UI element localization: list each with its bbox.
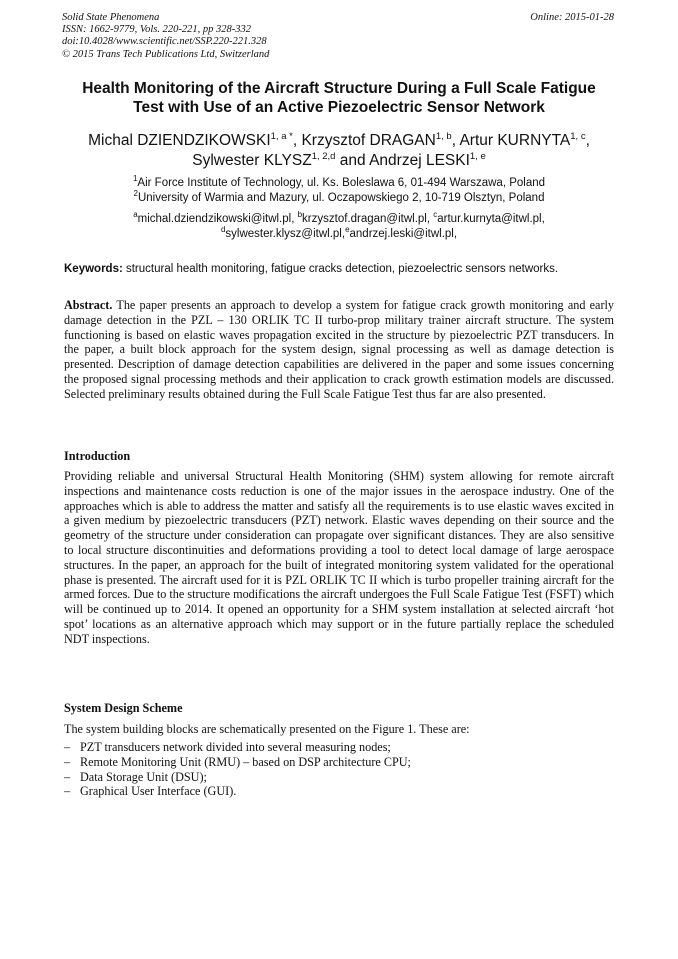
email-marker: d: [220, 225, 226, 234]
affiliation-line: [40, 188, 638, 206]
author-list: [30, 131, 648, 171]
email-link[interactable]: artur.kurnyta@itwl.pl,: [437, 213, 545, 225]
email-link[interactable]: andrzej.leski@itwl.pl,: [349, 228, 458, 240]
author-name: , Krzysztof DRAGAN: [292, 132, 436, 149]
paper-title: [40, 79, 638, 117]
email-line-1: [40, 212, 638, 227]
system-design-intro: The system building blocks are schematically presented on the Figure 1. These are:: [64, 722, 470, 736]
section-heading-system-design: System Design Scheme: [64, 701, 183, 715]
abstract-label: Abstract.: [64, 298, 113, 312]
author-superscript: 1, 2,d: [311, 151, 336, 162]
author-name: , Artur KURNYTA: [451, 132, 571, 149]
online-date: Online: 2015-01-28: [530, 12, 614, 23]
section-heading-introduction: Introduction: [64, 449, 131, 463]
keywords-text: structural health monitoring, fatigue cracks detection, piezoelectric sensors networks.: [122, 263, 559, 275]
author-superscript: 1, c: [570, 131, 586, 142]
list-item: – Data Storage Unit (DSU);: [64, 770, 411, 785]
keywords: [64, 262, 618, 276]
title-line-1: Health Monitoring of the Aircraft Structure During a Full Scale Fatigue: [82, 80, 596, 97]
abstract: [64, 298, 614, 402]
list-item: – PZT transducers network divided into several measuring nodes;: [64, 740, 411, 755]
affiliation-text: Air Force Institute of Technology, ul. Ks. Boleslawa 6, 01-494 Warszawa, Poland: [137, 177, 546, 189]
email-marker: a: [133, 210, 138, 219]
affiliations: [40, 176, 638, 205]
email-marker: e: [345, 225, 350, 234]
affiliation-text: University of Warmia and Mazury, ul. Oczapowskiego 2, 10-719 Olsztyn, Poland: [137, 191, 545, 204]
author-name: Michal DZIENDZIKOWSKI: [88, 132, 271, 149]
affiliation-marker: 1: [132, 174, 138, 183]
affiliation-marker: 2: [133, 188, 138, 198]
abstract-text: The paper presents an approach to develop a system for fatigue crack growth monitoring and early damage detection in the PZL – 130 ORLIK TC II turbo-prop military trainer aircraft structure. The system functioning is based on elastic waves propagation excited in the structure by piezoelectric PZT transducers. In the paper, a built block approach for the system design, signal processing as well as damage detection is presented. Description of damage detection capabilities are delivered in the paper and some issues concerning the proposed signal processing methods and their application to crack growth estimation models are discussed. Selected preliminary results obtained during the Full Scale Fatigue Test thus far are also presented.: [64, 298, 614, 401]
journal-name: Solid State Phenomena: [62, 12, 160, 23]
email-line-2: [40, 227, 638, 242]
list-item: – Remote Monitoring Unit (RMU) – based on DSP architecture CPU;: [64, 755, 411, 770]
issn-line: ISSN: 1662-9779, Vols. 220-221, pp 328-332: [62, 24, 251, 36]
building-blocks-list: [64, 740, 411, 799]
introduction-paragraph: Providing reliable and universal Structural Health Monitoring (SHM) system allowing for remote aircraft inspections and maintenance costs reduction is one of the major issues in the aerospace industry. One of the approaches which is able to address the matter and satisfy all the requirements is to use elastic waves excited in a given medium by piezoelectric transducers (PZT) network. Elastic waves depending on their source and the geometry of the structure under consideration can propagate over significant distances. They are also sensitive to local structure discontinuities and deformations providing a tool to detect local damage of large aerospace structures. In the paper, an approach for the built of integrated monitoring system validated for the operational phase is presented. The aircraft used for it is PZL ORLIK TC II which is turbo propeller training aircraft for the armed forces. Due to the structure modifications the aircraft undergoes the Full Scale Fatigue Test (FSFT) which will be continued up to 2014. It opened an opportunity for a SHM system installation at selected aircraft ‘hot spot’ locations as an alternative approach which may support or in the future partially replace the scheduled NDT inspections.: [64, 469, 614, 646]
email-marker: c: [433, 210, 438, 219]
author-superscript: 1, b: [435, 131, 452, 142]
affiliation-line: [40, 176, 638, 191]
email-link[interactable]: krzysztof.dragan@itwl.pl,: [302, 213, 434, 225]
author-emails: [40, 212, 638, 242]
author-separator: ,: [585, 132, 590, 149]
journal-header: [62, 12, 614, 61]
email-link[interactable]: michal.dziendzikowski@itwl.pl,: [137, 213, 298, 225]
author-line-1: [30, 131, 648, 151]
author-name: Sylwester KLYSZ: [192, 152, 312, 169]
doi-line: doi:10.4028/www.scientific.net/SSP.220-221.328: [62, 36, 267, 48]
author-superscript: 1, e: [469, 151, 486, 162]
list-item: – Graphical User Interface (GUI).: [64, 784, 411, 799]
email-marker: b: [297, 210, 303, 219]
author-superscript: 1, a *: [270, 131, 293, 142]
copyright-line: © 2015 Trans Tech Publications Ltd, Switzerland: [62, 48, 270, 60]
title-line-2: Test with Use of an Active Piezoelectric Sensor Network: [133, 99, 545, 116]
keywords-label: Keywords:: [64, 263, 123, 275]
author-line-2: [30, 151, 648, 171]
author-name: and Andrzej LESKI: [335, 152, 470, 169]
email-link[interactable]: sylwester.klysz@itwl.pl,: [225, 228, 346, 240]
